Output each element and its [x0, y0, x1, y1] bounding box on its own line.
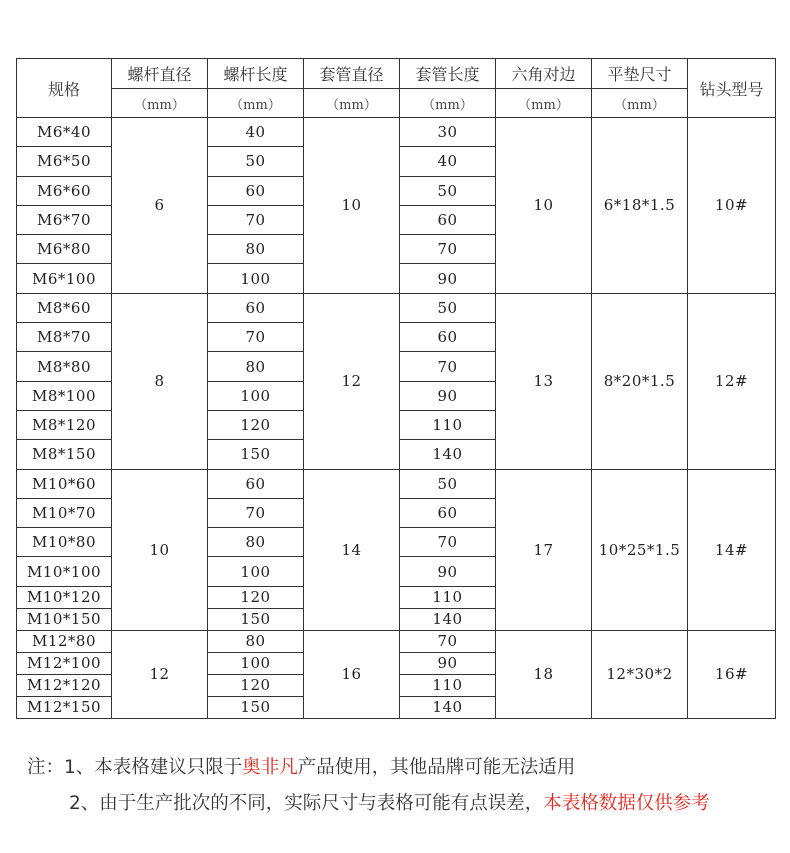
cell-spec: M6*40 [17, 118, 112, 147]
cell-spec: M8*80 [17, 352, 112, 381]
cell-rod-length: 70 [208, 498, 304, 527]
cell-sleeve-diameter: 12 [304, 293, 400, 469]
unit-rod-length: （mm） [208, 89, 304, 118]
cell-sleeve-length: 140 [400, 696, 496, 718]
cell-drill: 14# [688, 469, 776, 630]
cell-spec: M12*120 [17, 674, 112, 696]
note-2-prefix: 2、由于生产批次的不同，实际尺寸与表格可能有点误差， [69, 793, 544, 814]
cell-rod-length: 60 [208, 293, 304, 322]
cell-spec: M10*100 [17, 557, 112, 586]
cell-sleeve-length: 50 [400, 176, 496, 205]
cell-hex: 13 [496, 293, 592, 469]
header-rod-diameter: 螺杆直径 [112, 59, 208, 89]
cell-rod-length: 80 [208, 528, 304, 557]
cell-sleeve-length: 90 [400, 557, 496, 586]
cell-rod-length: 100 [208, 652, 304, 674]
note-2-red: 本表格数据仅供参考 [543, 793, 710, 814]
cell-hex: 10 [496, 118, 592, 294]
cell-spec: M8*150 [17, 440, 112, 469]
cell-spec: M10*60 [17, 469, 112, 498]
cell-sleeve-length: 50 [400, 293, 496, 322]
cell-rod-length: 80 [208, 235, 304, 264]
cell-sleeve-length: 40 [400, 147, 496, 176]
cell-spec: M10*70 [17, 498, 112, 527]
cell-rod-diameter: 10 [112, 469, 208, 630]
note-1-suffix: 产品使用，其他品牌可能无法适用 [297, 757, 576, 778]
cell-rod-length: 120 [208, 410, 304, 439]
cell-rod-length: 150 [208, 696, 304, 718]
cell-rod-length: 80 [208, 630, 304, 652]
cell-sleeve-length: 60 [400, 498, 496, 527]
header-drill: 钻头型号 [688, 59, 776, 118]
header-spec: 规格 [17, 59, 112, 118]
cell-sleeve-length: 70 [400, 235, 496, 264]
cell-sleeve-length: 90 [400, 381, 496, 410]
cell-rod-length: 120 [208, 674, 304, 696]
note-line-2 [27, 786, 710, 822]
cell-rod-length: 150 [208, 440, 304, 469]
cell-sleeve-diameter: 16 [304, 630, 400, 718]
cell-spec: M6*80 [17, 235, 112, 264]
cell-drill: 12# [688, 293, 776, 469]
header-sleeve-length: 套管长度 [400, 59, 496, 89]
table-row [17, 469, 776, 498]
cell-rod-diameter: 12 [112, 630, 208, 718]
unit-hex: （mm） [496, 89, 592, 118]
cell-sleeve-length: 90 [400, 264, 496, 293]
cell-spec: M8*100 [17, 381, 112, 410]
header-washer: 平垫尺寸 [592, 59, 688, 89]
cell-rod-length: 120 [208, 586, 304, 608]
cell-rod-length: 50 [208, 147, 304, 176]
cell-sleeve-length: 110 [400, 410, 496, 439]
cell-sleeve-diameter: 14 [304, 469, 400, 630]
header-hex: 六角对边 [496, 59, 592, 89]
table-row [17, 630, 776, 652]
cell-drill: 16# [688, 630, 776, 718]
cell-sleeve-length: 110 [400, 674, 496, 696]
cell-rod-diameter: 6 [112, 118, 208, 294]
cell-spec: M6*60 [17, 176, 112, 205]
cell-rod-length: 70 [208, 205, 304, 234]
header-rod-length: 螺杆长度 [208, 59, 304, 89]
cell-spec: M10*150 [17, 608, 112, 630]
cell-rod-diameter: 8 [112, 293, 208, 469]
cell-rod-length: 100 [208, 381, 304, 410]
table-row [17, 293, 776, 322]
cell-rod-length: 100 [208, 264, 304, 293]
header-sleeve-diameter: 套管直径 [304, 59, 400, 89]
cell-rod-length: 100 [208, 557, 304, 586]
cell-spec: M8*70 [17, 323, 112, 352]
cell-sleeve-length: 70 [400, 630, 496, 652]
cell-sleeve-length: 50 [400, 469, 496, 498]
cell-washer: 12*30*2 [592, 630, 688, 718]
cell-spec: M10*80 [17, 528, 112, 557]
table-row [17, 118, 776, 147]
table-body [17, 118, 776, 719]
cell-sleeve-length: 140 [400, 440, 496, 469]
cell-rod-length: 60 [208, 176, 304, 205]
cell-drill: 10# [688, 118, 776, 294]
note-line-1 [27, 750, 710, 786]
cell-rod-length: 40 [208, 118, 304, 147]
unit-sleeve-length: （mm） [400, 89, 496, 118]
cell-spec: M10*120 [17, 586, 112, 608]
unit-sleeve-diameter: （mm） [304, 89, 400, 118]
spec-table [16, 58, 776, 719]
cell-spec: M6*50 [17, 147, 112, 176]
unit-washer: （mm） [592, 89, 688, 118]
cell-spec: M12*100 [17, 652, 112, 674]
cell-washer: 6*18*1.5 [592, 118, 688, 294]
cell-washer: 10*25*1.5 [592, 469, 688, 630]
cell-sleeve-length: 70 [400, 352, 496, 381]
cell-spec: M8*60 [17, 293, 112, 322]
cell-spec: M8*120 [17, 410, 112, 439]
cell-spec: M6*70 [17, 205, 112, 234]
cell-sleeve-length: 140 [400, 608, 496, 630]
cell-washer: 8*20*1.5 [592, 293, 688, 469]
cell-sleeve-length: 60 [400, 205, 496, 234]
cell-rod-length: 150 [208, 608, 304, 630]
cell-sleeve-length: 30 [400, 118, 496, 147]
unit-rod-diameter: （mm） [112, 89, 208, 118]
note-1-brand: 奥非凡 [242, 757, 298, 778]
notes [27, 750, 710, 822]
cell-spec: M12*150 [17, 696, 112, 718]
cell-rod-length: 80 [208, 352, 304, 381]
cell-sleeve-diameter: 10 [304, 118, 400, 294]
cell-rod-length: 70 [208, 323, 304, 352]
cell-hex: 17 [496, 469, 592, 630]
cell-spec: M6*100 [17, 264, 112, 293]
note-1-prefix: 注：1、本表格建议只限于 [27, 757, 243, 778]
cell-hex: 18 [496, 630, 592, 718]
cell-sleeve-length: 70 [400, 528, 496, 557]
cell-spec: M12*80 [17, 630, 112, 652]
cell-sleeve-length: 90 [400, 652, 496, 674]
cell-sleeve-length: 110 [400, 586, 496, 608]
cell-rod-length: 60 [208, 469, 304, 498]
cell-sleeve-length: 60 [400, 323, 496, 352]
